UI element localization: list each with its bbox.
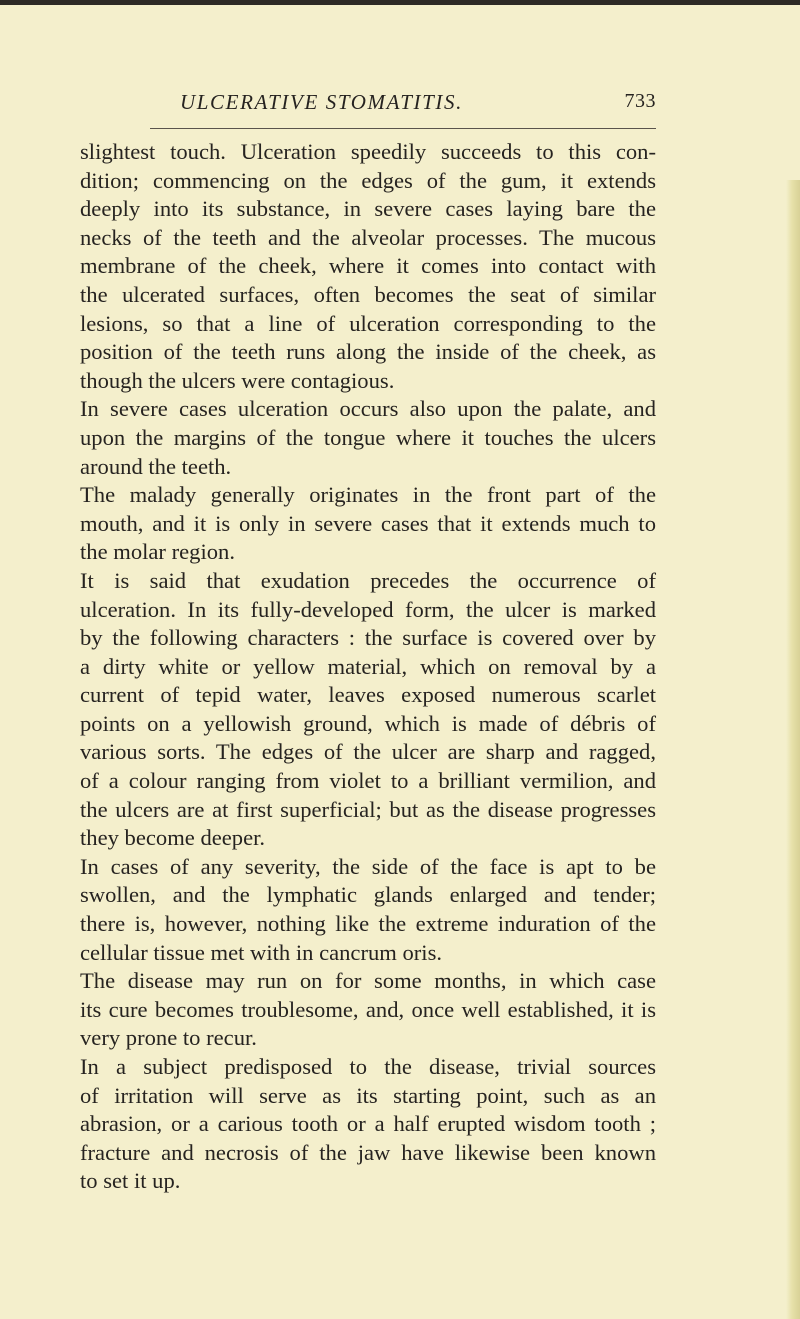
text-line: deeply into its substance, in severe cases laying bare the [80,196,656,222]
text-line: to set it up. [80,1168,181,1194]
text-line: they become deeper. [80,825,266,851]
text-line: around the teeth. [80,453,232,479]
page-top-edge [0,0,800,5]
text-line: lesions, so that a line of ulceration corresponding to the [80,310,656,336]
text-line: the molar region. [80,539,235,565]
text-line: position of the teeth runs along the inside of the cheek, as [80,339,656,365]
text-line: there is, however, nothing like the extreme induration of the [80,911,656,937]
text-line: abrasion, or a carious tooth or a half erupted wisdom tooth ; [80,1111,656,1137]
text-line: by the following characters : the surface is covered over by [80,625,656,651]
text-line: the ulcerated surfaces, often becomes the seat of similar [80,281,656,307]
text-line: The malady generally originates in the front part of the [80,482,656,508]
text-line: points on a yellowish ground, which is made of débris of [80,710,656,736]
text-line: In cases of any severity, the side of the face is apt to be [80,853,656,879]
text-line: cellular tissue met with in cancrum oris. [80,939,443,965]
text-line: dition; commencing on the edges of the gum, it extends [80,167,656,193]
text-line: In severe cases ulceration occurs also upon the palate, and [80,396,656,422]
text-line: The disease may run on for some months, in which case [80,968,656,994]
text-line: fracture and necrosis of the jaw have likewise been known [80,1139,656,1165]
text-line: slightest touch. Ulceration speedily succeeds to this con- [80,139,656,164]
text-line: of a colour ranging from violet to a brilliant vermilion, and [80,768,656,794]
page-header [180,90,656,120]
running-head: ULCERATIVE STOMATITIS. [180,90,463,114]
text-line: a dirty white or yellow material, which on removal by a [80,653,656,679]
text-line: swollen, and the lymphatic glands enlarged and tender; [80,882,656,908]
body-text [80,138,656,1196]
page-number: 733 [624,90,656,112]
text-line: the ulcers are at first superficial; but as the disease progresses [80,796,656,822]
text-line: membrane of the cheek, where it comes into contact with [80,253,656,279]
text-line: its cure becomes troublesome, and, once well established, it is [80,996,656,1022]
text-line: very prone to recur. [80,1025,257,1051]
text-line: current of tepid water, leaves exposed numerous scarlet [80,682,656,708]
text-line: various sorts. The edges of the ulcer are sharp and ragged, [80,739,656,765]
text-line: of irritation will serve as its starting point, such as an [80,1082,656,1108]
page-right-edge-shadow [786,180,800,1319]
text-line: ulceration. In its fully-developed form, the ulcer is marked [80,596,656,622]
text-line: mouth, and it is only in severe cases that it extends much to [80,510,656,536]
text-line: In a subject predisposed to the disease, trivial sources [80,1054,656,1079]
text-line: upon the margins of the tongue where it touches the ulcers [80,424,656,450]
text-line: necks of the teeth and the alveolar processes. The mucous [80,224,656,250]
text-line: though the ulcers were contagious. [80,367,395,393]
text-line: It is said that exudation precedes the occurrence of [80,567,656,593]
header-rule [150,128,656,129]
